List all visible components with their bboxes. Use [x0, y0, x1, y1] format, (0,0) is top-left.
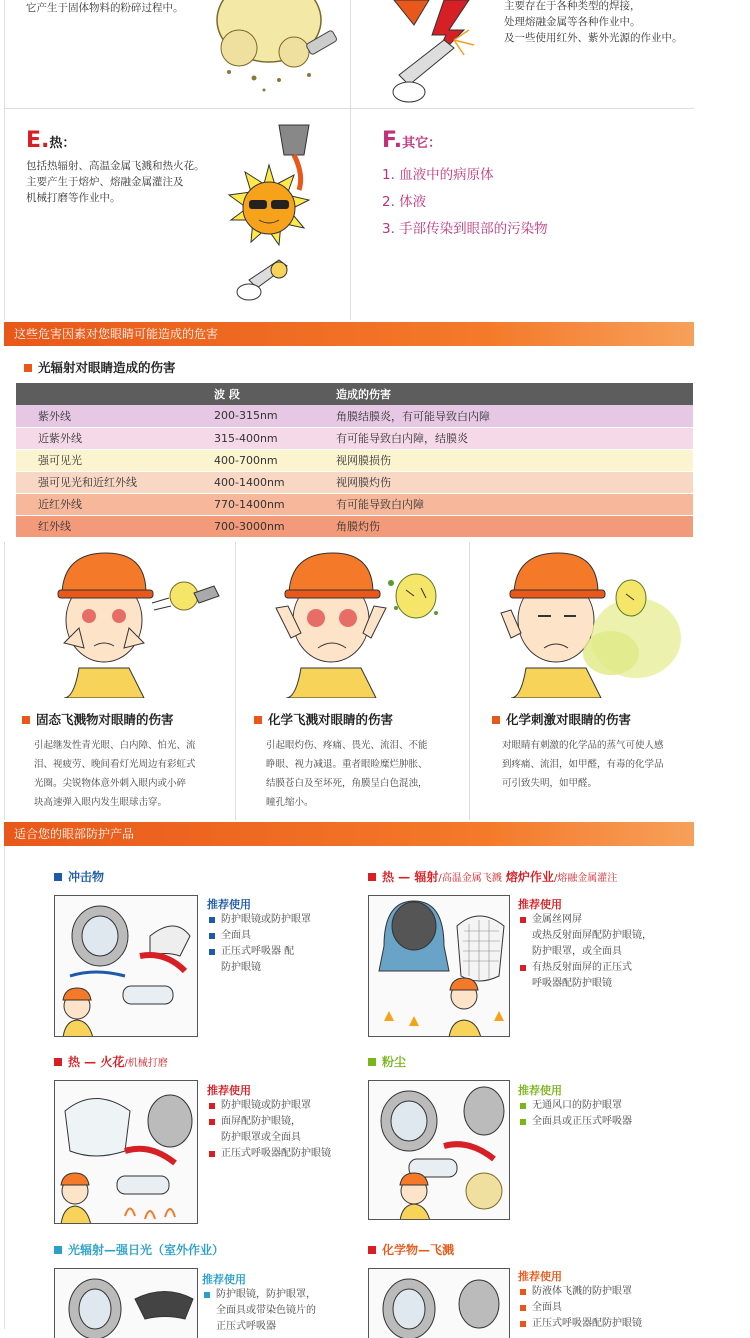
- recommendation-text: 有热反射面屏的正压式: [532, 962, 632, 973]
- table-header-row: [16, 383, 693, 405]
- table-row: [16, 427, 693, 449]
- radiation-heading-text: 光辐射对眼睛造成的伤害: [38, 360, 176, 375]
- product-heat-spark-list: [207, 1098, 331, 1162]
- product-heat-rad-image: [368, 895, 510, 1037]
- hazard-e-letter: E.: [26, 128, 50, 153]
- hazard-f-letter: F.: [382, 128, 403, 153]
- table-header-harm: 造成的伤害: [322, 383, 693, 405]
- row-name-cell: 紫外线: [16, 405, 202, 427]
- bullet-icon: [209, 917, 215, 923]
- recommendation-text: 防护眼罩或全面具: [221, 1132, 301, 1143]
- recommendation-item: [207, 912, 311, 928]
- bullet-icon: [520, 965, 526, 971]
- orange-square-icon: [492, 716, 500, 724]
- table-row: [16, 449, 693, 471]
- cyan-square-icon: [54, 1246, 62, 1254]
- radiation-table: [16, 383, 693, 538]
- recommendation-item: [518, 1098, 632, 1114]
- recommendation-text: 防护眼罩，或全面具: [532, 946, 622, 957]
- recommendation-item-continued: [207, 960, 311, 976]
- injury-divider-1: [235, 542, 236, 820]
- frame-left-line: [4, 0, 5, 320]
- product-impact-title-text: 冲击物: [68, 870, 105, 884]
- product-chem-title-text: 化学物—飞溅: [382, 1243, 455, 1257]
- recommendation-item-continued: [518, 976, 652, 992]
- product-heat-spark-title-text: 热 — 火花: [68, 1055, 125, 1069]
- section-band-products: 适合您的眼部防护产品: [4, 822, 694, 846]
- recommendation-text: 全面具: [532, 1302, 562, 1313]
- row-name-cell: 近紫外线: [16, 427, 202, 449]
- row-name-cell: 近红外线: [16, 493, 202, 515]
- product-heat-rad-title-text: 热 — 辐射: [382, 870, 439, 884]
- heat-sun-cartoon-illustration: [209, 120, 344, 310]
- product-dust-list: [518, 1098, 632, 1130]
- injury-title-text: 固态飞溅物对眼睛的伤害: [36, 712, 174, 727]
- green-square-icon: [368, 1058, 376, 1066]
- recommendation-item: [207, 944, 311, 960]
- recommendation-text: 正压式呼吸器配防护眼镜: [532, 1318, 642, 1329]
- product-sun-rec-label: 推荐使用: [202, 1273, 246, 1286]
- product-heat-spark-sub: /机械打磨: [124, 1058, 168, 1069]
- injury-desc-line: 可引致失明，如甲醛。: [502, 778, 598, 789]
- recommendation-text: 正压式呼吸器 配: [221, 946, 295, 957]
- bullet-icon: [520, 1103, 526, 1109]
- recommendation-item: [207, 1098, 331, 1114]
- row-name-cell: 强可见光: [16, 449, 202, 471]
- hazard-f-item: 1. 血液中的病原体: [382, 167, 494, 183]
- product-heat-spark-rec-label: 推荐使用: [207, 1084, 251, 1097]
- row-wave-cell: 200-315nm: [202, 405, 322, 427]
- products-left-line: [4, 846, 5, 1329]
- row-wave-cell: 315-400nm: [202, 427, 322, 449]
- bullet-icon: [209, 933, 215, 939]
- recommendation-text: 无通风口的防护眼罩: [532, 1100, 622, 1111]
- recommendation-item: [207, 1146, 331, 1162]
- row-name-cell: 强可见光和近红外线: [16, 471, 202, 493]
- recommendation-item-continued: [518, 944, 652, 960]
- page: [4, 0, 694, 1332]
- red-square-icon: [368, 1246, 376, 1254]
- section-band-hazards: 这些危害因素对您眼睛可能造成的危害: [4, 322, 694, 346]
- bullet-icon: [209, 1151, 215, 1157]
- bullet-icon: [204, 1292, 210, 1298]
- hazard-e-title: [26, 128, 75, 153]
- injury-desc-line: 睁眼、视力减退。重者眼睑糜烂肿胀、: [266, 759, 428, 770]
- hazard-radiation-text: [504, 0, 683, 46]
- chemical-irritation-cartoon-illustration: [496, 548, 686, 698]
- recommendation-text: 面屏配防护眼镜，: [221, 1116, 301, 1127]
- recommendation-item-continued: [518, 928, 652, 944]
- recommendation-text: 防护眼镜或防护眼罩: [221, 1100, 311, 1111]
- solid-splash-cartoon-illustration: [34, 548, 224, 698]
- hazard-e-line: 包括热辐射、高温金属飞溅和热火花。: [26, 160, 205, 172]
- hazard-dust-text: 它产生于固体物料的粉碎过程中。: [26, 2, 184, 14]
- product-heat-rad-title: [368, 868, 617, 885]
- product-heat-rad-rec-label: 推荐使用: [518, 898, 562, 911]
- injury-title-2: [254, 710, 393, 728]
- injury-desc-line: 到疼痛、流泪，如甲醛，有毒的化学品: [502, 759, 664, 770]
- chemical-splash-cartoon-illustration: [266, 548, 456, 698]
- bullet-icon: [520, 1289, 526, 1295]
- product-chem-rec-label: 推荐使用: [518, 1270, 562, 1283]
- injury-desc-1: [34, 736, 196, 812]
- recommendation-item: [518, 960, 652, 976]
- product-impact-title: [54, 868, 104, 885]
- hazard-radiation-line: 及一些使用红外、紫外光源的作业中。: [504, 32, 683, 44]
- injury-title-text: 化学飞溅对眼睛的伤害: [268, 712, 394, 727]
- hazard-f-item: 3. 手部传染到眼部的污染物: [382, 221, 548, 237]
- bullet-icon: [209, 1119, 215, 1125]
- product-sun-title: [54, 1241, 224, 1258]
- red-square-icon: [54, 1058, 62, 1066]
- product-heat-rad-sub: /高温金属飞溅: [438, 873, 502, 884]
- welding-cartoon-illustration: [374, 0, 499, 105]
- injury-desc-line: 瞳孔缩小。: [266, 797, 314, 808]
- product-chem-title: [368, 1241, 454, 1258]
- bullet-icon: [520, 1119, 526, 1125]
- recommendation-text: 防护眼镜，防护眼罩，: [216, 1289, 316, 1300]
- product-chem-list: [518, 1284, 642, 1332]
- recommendation-item: [518, 912, 652, 928]
- recommendation-text: 或热反射面屏配防护眼镜，: [532, 930, 652, 941]
- injury-divider-2: [469, 542, 470, 820]
- hazard-f-label: 其它：: [402, 136, 442, 151]
- orange-square-icon: [24, 364, 32, 372]
- recommendation-text: 全面具或正压式呼吸器: [532, 1116, 632, 1127]
- hazard-e-label: 热：: [49, 136, 76, 151]
- bullet-icon: [209, 1103, 215, 1109]
- recommendation-text: 正压式呼吸器: [216, 1321, 276, 1332]
- frame-divider: [4, 108, 694, 109]
- frame-mid-line: [350, 0, 351, 320]
- recommendation-item: [202, 1287, 316, 1303]
- injury-desc-line: 引起继发性青光眼、白内障、怕光、流: [34, 740, 196, 751]
- injury-left-line: [4, 542, 5, 820]
- product-sun-list: [202, 1287, 316, 1335]
- product-heat-rad-title2: 熔炉作业: [505, 870, 554, 884]
- row-harm-cell: 有可能导致白内障: [322, 493, 693, 515]
- row-wave-cell: 400-1400nm: [202, 471, 322, 493]
- hazard-f-title: [382, 128, 441, 153]
- bullet-icon: [520, 917, 526, 923]
- injury-desc-line: 对眼睛有刺激的化学品的蒸气可使人感: [502, 740, 664, 751]
- blue-square-icon: [54, 873, 62, 881]
- table-header-wave: 波 段: [202, 383, 322, 405]
- row-wave-cell: 400-700nm: [202, 449, 322, 471]
- injury-title-text: 化学刺激对眼睛的伤害: [506, 712, 632, 727]
- injury-desc-line: 结膜苍白及至坏死，角膜呈白色混浊，: [266, 778, 428, 789]
- injury-desc-line: 光圈。尖锐物体意外刺入眼内或小碎: [34, 778, 187, 789]
- table-row: [16, 515, 693, 537]
- orange-square-icon: [22, 716, 30, 724]
- product-sun-image: [54, 1268, 198, 1338]
- hazard-e-line: 主要产生于熔炉、熔融金属灌注及: [26, 176, 184, 188]
- radiation-heading: [24, 358, 176, 376]
- product-heat-rad-sub2: /熔融金属灌注: [553, 873, 618, 884]
- row-wave-cell: 700-3000nm: [202, 515, 322, 537]
- recommendation-text: 全面具: [221, 930, 251, 941]
- injury-desc-3: [502, 736, 664, 793]
- recommendation-text: 防护眼镜或防护眼罩: [221, 914, 311, 925]
- hazard-f-item: 2. 体液: [382, 194, 427, 210]
- recommendation-item: [518, 1114, 632, 1130]
- table-header-blank: [16, 383, 202, 405]
- injury-title-1: [22, 710, 174, 728]
- product-sun-title-text: 光辐射—强日光（室外作业）: [68, 1243, 225, 1257]
- recommendation-text: 金属丝网屏: [532, 914, 582, 925]
- recommendation-text: 全面具或带染色镜片的: [216, 1305, 316, 1316]
- product-impact-image: [54, 895, 198, 1037]
- table-row: [16, 471, 693, 493]
- injury-desc-line: 泪、视疲劳、晚间看灯光周边有彩虹式: [34, 759, 196, 770]
- recommendation-item: [518, 1300, 642, 1316]
- hazard-radiation-line: 处理熔融金属等各种作业中。: [504, 16, 641, 28]
- row-harm-cell: 角膜结膜炎，有可能导致白内障: [322, 405, 693, 427]
- table-row: [16, 405, 693, 427]
- recommendation-text: 防液体飞溅的防护眼罩: [532, 1286, 632, 1297]
- hazard-radiation-line: 主要存在于各种类型的焊接，: [504, 0, 641, 12]
- hazard-e-text: [26, 158, 205, 206]
- hazard-f-list: [382, 162, 548, 243]
- product-chem-image: [368, 1268, 510, 1338]
- row-harm-cell: 视网膜灼伤: [322, 471, 693, 493]
- product-impact-list: [207, 912, 311, 976]
- bullet-icon: [520, 1305, 526, 1311]
- row-harm-cell: 角膜灼伤: [322, 515, 693, 537]
- row-harm-cell: 视网膜损伤: [322, 449, 693, 471]
- bullet-icon: [520, 1321, 526, 1327]
- recommendation-item-continued: [207, 1130, 331, 1146]
- injury-desc-line: 块高速弹入眼内发生眼球击穿。: [34, 797, 168, 808]
- row-name-cell: 红外线: [16, 515, 202, 537]
- injury-desc-line: 引起眼灼伤、疼痛、畏光、流泪、不能: [266, 740, 428, 751]
- recommendation-item: [518, 1284, 642, 1300]
- recommendation-item-continued: [202, 1303, 316, 1319]
- row-harm-cell: 有可能导致白内障，结膜炎: [322, 427, 693, 449]
- recommendation-text: 呼吸器配防护眼镜: [532, 978, 612, 989]
- bullet-icon: [209, 949, 215, 955]
- product-heat-spark-image: [54, 1080, 198, 1224]
- product-heat-rad-list: [518, 912, 652, 992]
- table-row: [16, 493, 693, 515]
- row-wave-cell: 770-1400nm: [202, 493, 322, 515]
- product-dust-rec-label: 推荐使用: [518, 1084, 562, 1097]
- recommendation-text: 正压式呼吸器配防护眼镜: [221, 1148, 331, 1159]
- injury-desc-2: [266, 736, 428, 812]
- hazard-e-line: 机械打磨等作业中。: [26, 192, 121, 204]
- orange-square-icon: [254, 716, 262, 724]
- dust-cartoon-illustration: [209, 0, 344, 100]
- product-dust-title: [368, 1053, 406, 1070]
- recommendation-text: 防护眼镜: [221, 962, 261, 973]
- product-dust-title-text: 粉尘: [382, 1055, 407, 1069]
- red-square-icon: [368, 873, 376, 881]
- recommendation-item: [207, 1114, 331, 1130]
- product-heat-spark-title: [54, 1053, 168, 1070]
- recommendation-item: [207, 928, 311, 944]
- product-impact-rec-label: 推荐使用: [207, 898, 251, 911]
- product-dust-image: [368, 1080, 510, 1220]
- recommendation-item-continued: [202, 1319, 316, 1335]
- injury-title-3: [492, 710, 631, 728]
- recommendation-item: [518, 1316, 642, 1332]
